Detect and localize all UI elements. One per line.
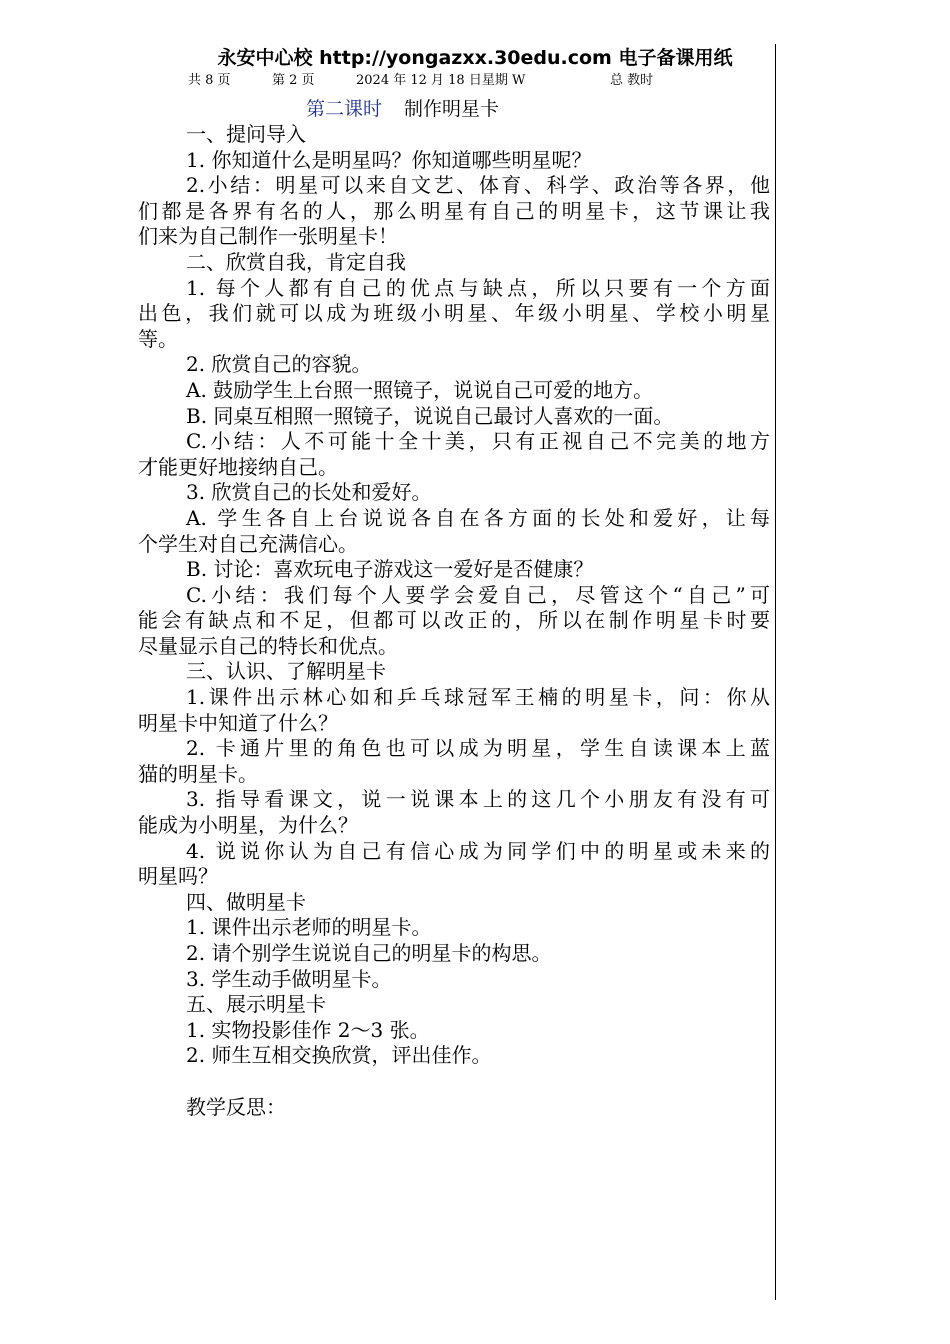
paragraph-line: A. 鼓励学生上台照一照镜子，说说自己可爱的地方。 (186, 377, 654, 402)
paragraph-line: B. 同桌互相照一照镜子，说说自己最讨人喜欢的一面。 (186, 403, 674, 428)
paragraph-line: 能成为小明星，为什么？ (138, 813, 358, 838)
paragraph (138, 148, 770, 174)
paragraph-line: 二、欣赏自我，肯定自我 (186, 249, 406, 274)
paragraph-line: 能会有缺点和不足，但都可以改正的，所以在制作明星卡时要 (138, 608, 770, 633)
paragraph-line: 3. 学生动手做明星卡。 (186, 966, 392, 991)
paragraph-line: 们来为自己制作一张明星卡！ (138, 224, 398, 249)
paragraph (138, 1043, 770, 1069)
lesson-content (138, 122, 770, 1120)
paragraph (138, 915, 770, 941)
paragraph-line: 明星吗？ (138, 864, 218, 889)
paragraph-line: 尽量显示自己的特长和优点。 (138, 633, 398, 658)
paragraph (138, 890, 770, 916)
paragraph-line: C.小结：人不可能十全十美，只有正视自己不完美的地方 (186, 429, 770, 454)
paragraph (138, 787, 770, 838)
paragraph-line: 1. 实物投影佳作 2～3 张。 (186, 1017, 430, 1042)
lesson-title: 制作明星卡 (404, 98, 500, 120)
date: 2024 年 12 月 18 日星期 W (356, 73, 526, 88)
paragraph-line: 2. 请个别学生说说自己的明星卡的构思。 (186, 941, 552, 965)
paragraph-line: 等。 (138, 326, 178, 351)
paragraph-line: 一、提问导入 (186, 122, 306, 146)
paragraph (138, 1095, 770, 1121)
margin-rule (775, 44, 776, 1300)
paragraph (138, 276, 770, 353)
paragraph-line: 2. 师生互相交换欣赏，评出佳作。 (186, 1043, 492, 1068)
paragraph-line: 1. 课件出示老师的明星卡。 (186, 915, 432, 940)
paragraph-line: 出色，我们就可以成为班级小明星、年级小明星、学校小明星 (138, 301, 770, 326)
paragraph-line: 4. 说说你认为自己有信心成为同学们中的明星或未来的 (186, 838, 770, 863)
paragraph-line: A. 学生各自上台说说各自在各方面的长处和爱好，让每 (186, 505, 770, 530)
paragraph (138, 736, 770, 787)
paragraph (138, 557, 770, 583)
paragraph (138, 992, 770, 1018)
page-number: 第 2 页 (272, 73, 315, 88)
paragraph-line: 明星卡中知道了什么？ (138, 710, 338, 735)
paragraph-line: B. 讨论：喜欢玩电子游戏这一爱好是否健康？ (186, 557, 594, 582)
paragraph (138, 839, 770, 890)
paragraph-line: 1. 每个人都有自己的优点与缺点，所以只要有一个方面 (186, 275, 770, 300)
paragraph (138, 404, 770, 430)
paragraph-line: 五、展示明星卡 (186, 992, 326, 1017)
paragraph (138, 506, 770, 557)
paragraph-line: 2.小结：明星可以来自文艺、体育、科学、政治等各界，他 (186, 173, 770, 198)
paragraph (138, 1018, 770, 1044)
paragraph (138, 685, 770, 736)
lesson-number: 第二课时 (306, 98, 383, 120)
paragraph (138, 429, 770, 480)
paragraph (138, 967, 770, 993)
paragraph (138, 583, 770, 660)
paragraph-line: 四、做明星卡 (186, 889, 306, 914)
total-pages: 共 8 页 (188, 73, 231, 88)
paragraph-line (138, 1069, 770, 1095)
paragraph-line: 猫的明星卡。 (138, 761, 258, 786)
page-header-title: 永安中心校 http://yongazxx.30edu.com 电子备课用纸 (217, 47, 733, 69)
paragraph-line: C.小结：我们每个人要学会爱自己，尽管这个“自己”可 (186, 582, 770, 607)
paragraph-line: 1.课件出示林心如和乒乓球冠军王楠的明星卡，问：你从 (186, 685, 770, 710)
paragraph (138, 122, 770, 148)
paragraph-line: 们都是各界有名的人，那么明星有自己的明星卡，这节课让我 (138, 198, 770, 223)
paragraph-line: 2. 卡通片里的角色也可以成为明星，学生自读课本上蓝 (186, 736, 770, 761)
paragraph (138, 250, 770, 276)
paragraph (138, 1069, 770, 1095)
paragraph-line: 3. 指导看课文，说一说课本上的这几个小朋友有没有可 (186, 787, 770, 812)
paragraph (138, 480, 770, 506)
paragraph (138, 173, 770, 250)
paragraph (138, 941, 770, 967)
lesson-heading (306, 96, 499, 122)
paragraph (138, 352, 770, 378)
paragraph (138, 378, 770, 404)
paragraph-line: 2. 欣赏自己的容貌。 (186, 352, 372, 377)
paragraph-line: 个学生对自己充满信心。 (138, 531, 358, 556)
paragraph-line: 教学反思： (186, 1094, 286, 1119)
paragraph-line: 3. 欣赏自己的长处和爱好。 (186, 480, 432, 505)
paragraph-line: 三、认识、了解明星卡 (186, 659, 386, 684)
paragraph-line: 1. 你知道什么是明星吗？你知道哪些明星呢？ (186, 147, 592, 172)
paragraph (138, 659, 770, 685)
paragraph-line: 才能更好地接纳自己。 (138, 454, 338, 479)
total-teaching-hours: 总 教时 (610, 73, 654, 88)
